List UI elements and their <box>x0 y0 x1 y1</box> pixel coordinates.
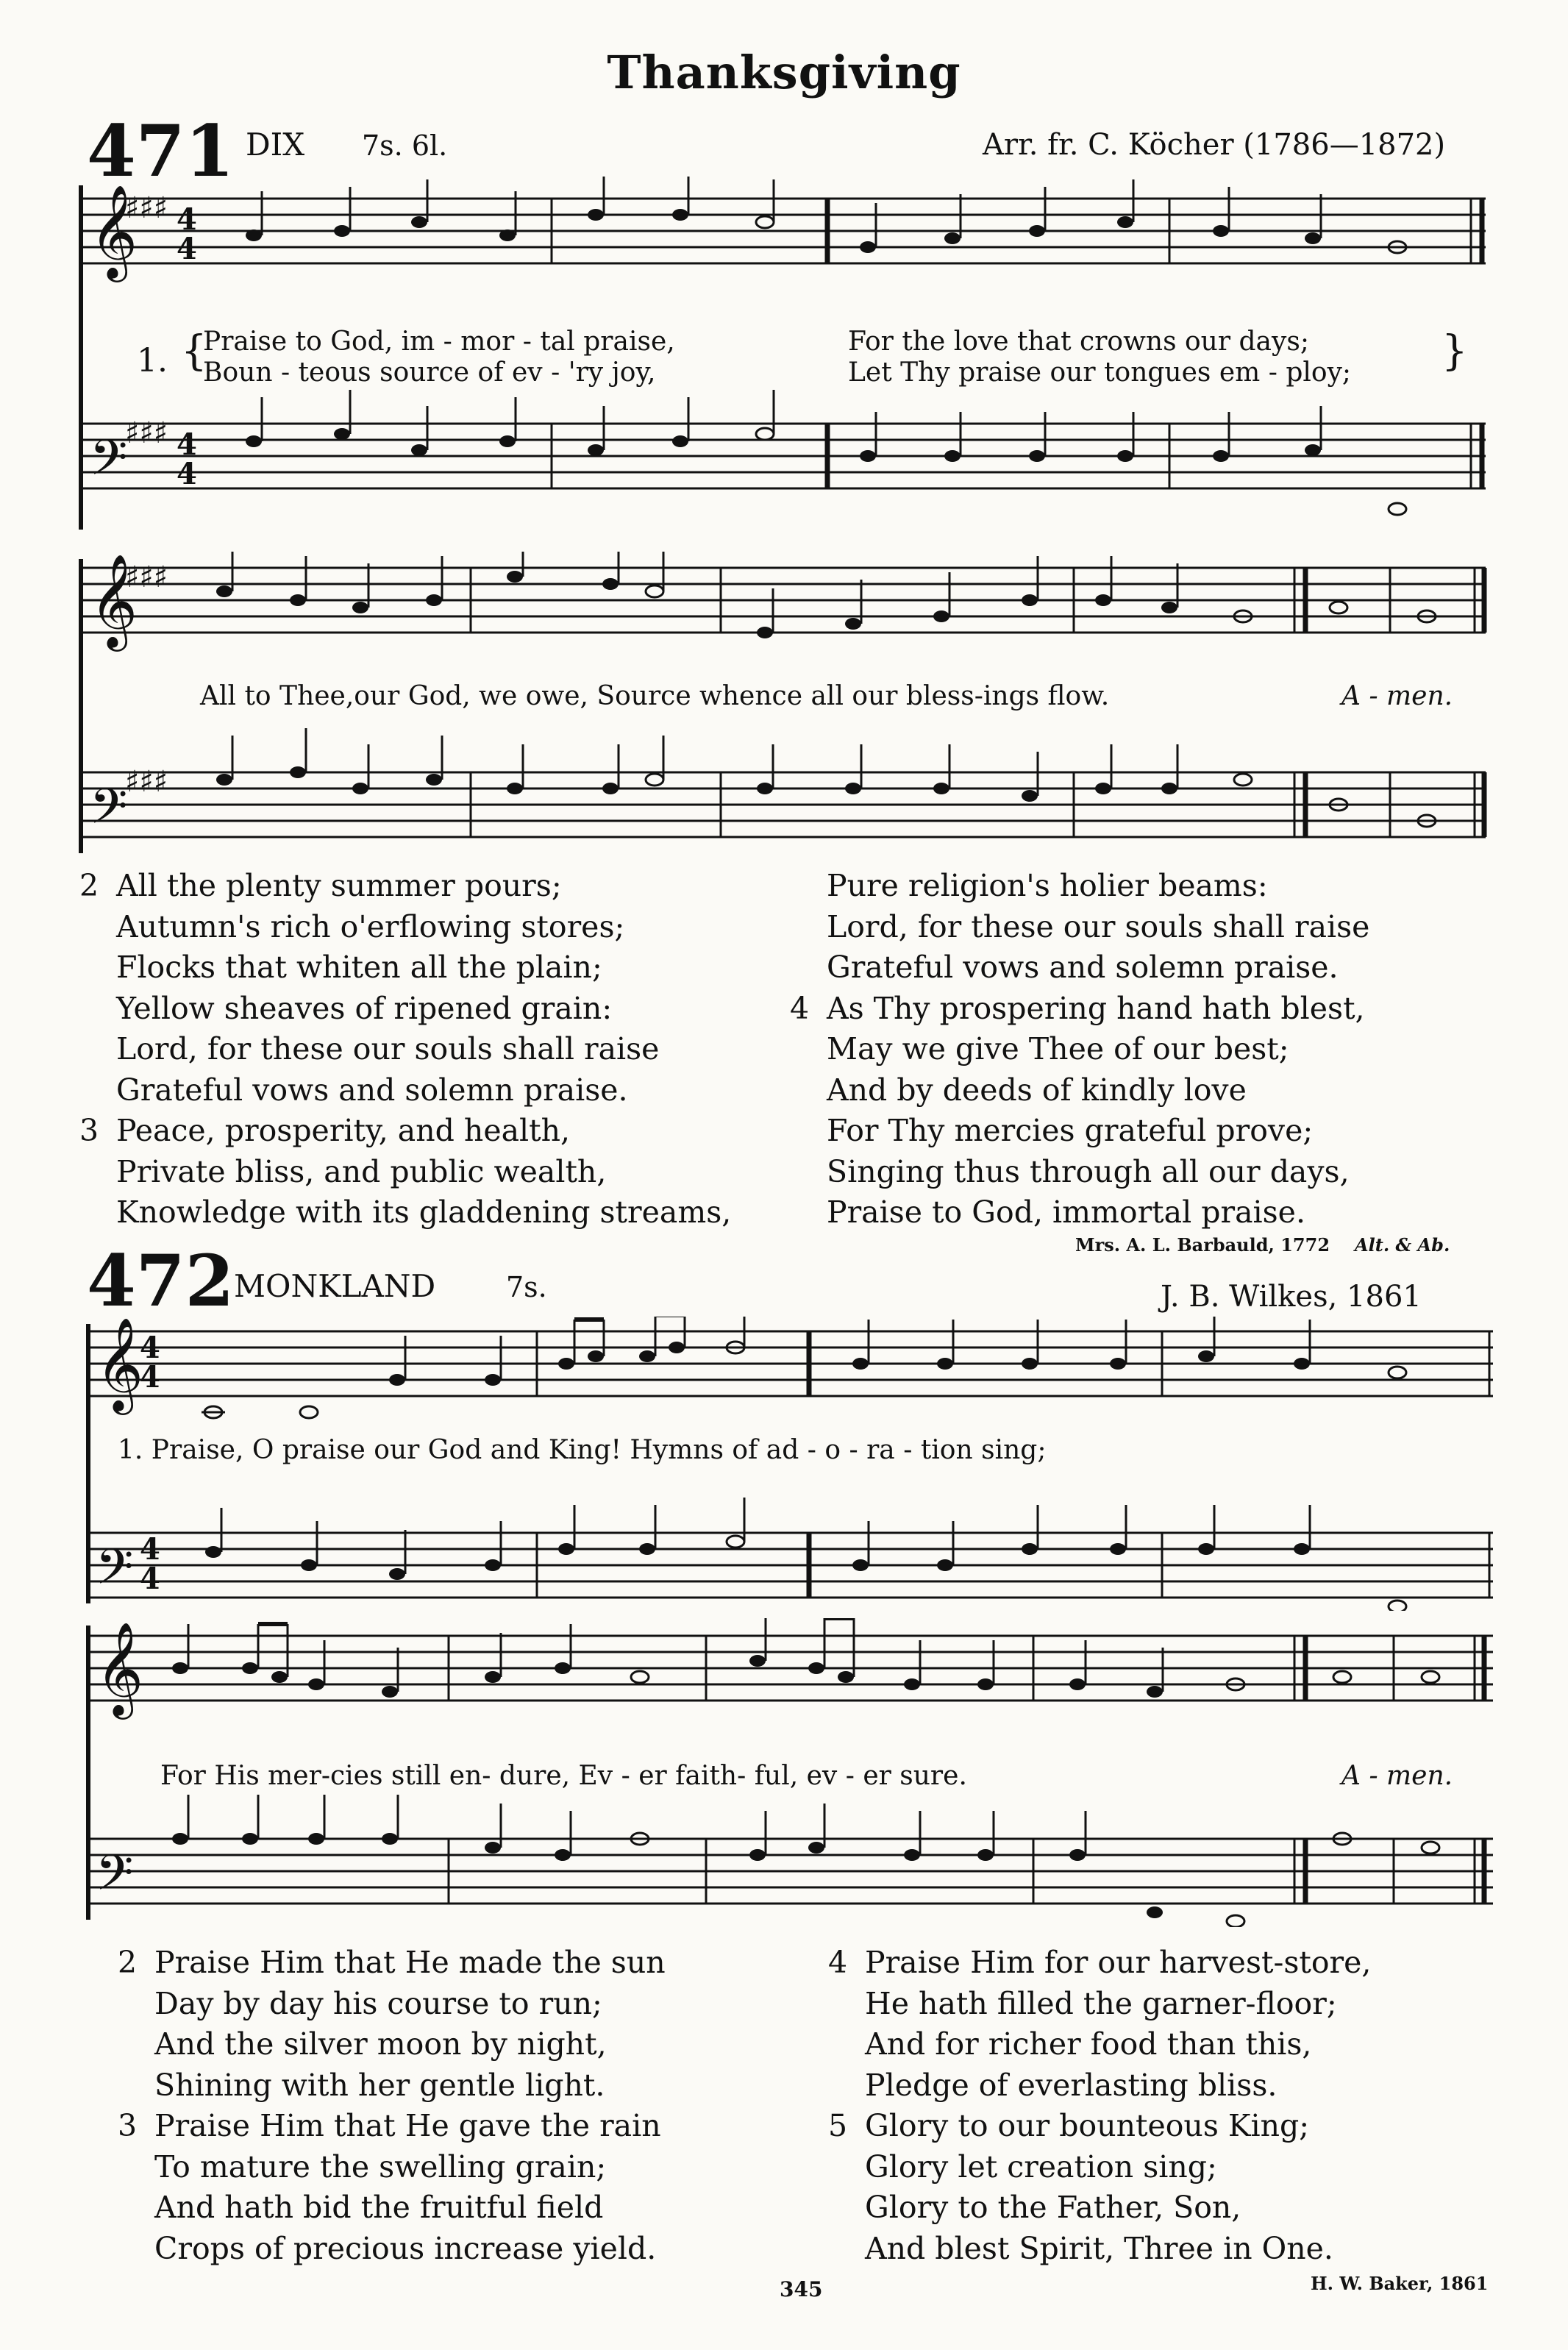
verse-line: Flocks that whiten all the plain; <box>116 950 602 985</box>
verse-line: Pledge of everlasting bliss. <box>865 2067 1277 2103</box>
meter: 7s. <box>506 1271 547 1303</box>
alteration-note: Alt. & Ab. <box>1355 1234 1450 1256</box>
svg-text:𝄞: 𝄞 <box>96 1317 144 1411</box>
svg-text:♯♯♯: ♯♯♯ <box>125 191 168 225</box>
tune-name: DIX <box>246 127 305 163</box>
tune-name: MONKLAND <box>234 1268 436 1304</box>
verse-line: Shining with her gentle light. <box>154 2067 605 2103</box>
lyric-line-1-right: For the love that crowns our days; <box>848 327 1309 357</box>
verse-number: 1. <box>137 342 168 380</box>
svg-text:𝄢: 𝄢 <box>96 1539 134 1607</box>
verse-line: To mature the swelling grain; <box>154 2148 607 2185</box>
verse-line: Yellow sheaves of ripened grain: <box>116 990 613 1026</box>
meter: 7s. 6l. <box>362 129 448 162</box>
svg-text:4: 4 <box>177 202 197 237</box>
hymn-number: 471 <box>87 110 235 193</box>
verses-472-left <box>118 1943 666 2269</box>
svg-text:4: 4 <box>177 457 197 491</box>
treble-staff <box>81 199 1486 263</box>
verse-line: Glory let creation sing; <box>865 2148 1217 2185</box>
verse-line: Glory to the Father, Son, <box>865 2190 1241 2225</box>
verse-line: Lord, for these our souls shall raise <box>116 1031 660 1067</box>
verse-line: Knowledge with its gladdening streams, <box>116 1194 732 1230</box>
verses-471-right <box>790 866 1369 1233</box>
verse-line: And by deeds of kindly love <box>827 1072 1247 1108</box>
brace-right: } <box>1442 327 1468 375</box>
svg-text:4: 4 <box>140 1331 160 1365</box>
svg-text:𝄞: 𝄞 <box>96 1621 144 1715</box>
svg-text:♯♯♯: ♯♯♯ <box>125 560 168 594</box>
verse-line: Autumn's rich o'erflowing stores; <box>116 908 625 944</box>
verse-line: Day by day his course to run; <box>154 1985 602 2021</box>
verse-line: 2 Praise Him that He made the sun <box>118 1945 666 1980</box>
verse-line: 4 Praise Him for our harvest-store, <box>828 1945 1372 1980</box>
verse-line: Private bliss, and public wealth, <box>116 1153 607 1189</box>
verse-line: Lord, for these our souls shall raise <box>827 908 1370 944</box>
verse-line: And the silver moon by night, <box>154 2026 607 2062</box>
lyric-line-2: For His mer-cies still en- dure, Ev - er faith- ful, ev - er sure. <box>160 1761 967 1791</box>
verse-line: 5 Glory to our bounteous King; <box>828 2108 1310 2143</box>
brace-left: { <box>181 327 207 375</box>
verse-line: May we give Thee of our best; <box>827 1031 1289 1067</box>
arranger-credit: Arr. fr. C. Köcher (1786—1872) <box>983 128 1446 162</box>
svg-text:♯♯♯: ♯♯♯ <box>125 416 168 450</box>
svg-text:4: 4 <box>140 1532 160 1567</box>
svg-text:𝄢: 𝄢 <box>90 778 128 847</box>
amen-label: A - men. <box>1341 1761 1453 1791</box>
verse-line: Crops of precious increase yield. <box>154 2230 657 2266</box>
verses-472-right <box>828 1943 1371 2269</box>
svg-text:♯♯♯: ♯♯♯ <box>125 765 168 799</box>
verse-line: 4 As Thy prospering hand hath blest, <box>790 990 1365 1026</box>
verse-line: 3 Peace, prosperity, and health, <box>79 1113 571 1148</box>
verse-line: And hath bid the fruitful field <box>154 2190 604 2225</box>
verse-line: He hath filled the garner-floor; <box>865 1985 1337 2021</box>
verse-line: Grateful vows and solemn praise. <box>827 950 1339 985</box>
bass-staff <box>81 424 1486 488</box>
svg-text:4: 4 <box>140 1562 160 1596</box>
hymn-number: 472 <box>87 1239 235 1322</box>
verse-line: Singing thus through all our days, <box>827 1153 1350 1189</box>
hymn-author: H. W. Baker, 1861 <box>1311 2273 1489 2294</box>
verse-line: 2 All the plenty summer pours; <box>79 868 562 903</box>
verses-471-left <box>79 866 731 1233</box>
verse-line: Praise to God, immortal praise. <box>827 1194 1305 1230</box>
verse-line: And blest Spirit, Three in One. <box>865 2230 1333 2266</box>
verse-line: For Thy mercies grateful prove; <box>827 1113 1314 1148</box>
verse-line: Pure religion's holier beams: <box>827 868 1268 903</box>
bass-clef-icon: 𝄢 <box>90 430 128 498</box>
svg-text:𝄢: 𝄢 <box>96 1845 134 1913</box>
section-title: Thanksgiving <box>607 46 961 99</box>
hymn-author: Mrs. A. L. Barbauld, 1772 <box>1075 1234 1330 1256</box>
svg-text:𝄞: 𝄞 <box>90 553 138 647</box>
verse-line: And for richer food than this, <box>865 2026 1312 2062</box>
lyric-line-3: All to Thee,our God, we owe, Source whence all our bless-ings flow. <box>200 681 1110 711</box>
svg-text:4: 4 <box>177 427 197 462</box>
amen-label: A - men. <box>1341 681 1453 711</box>
lyric-line-1-left: Praise to God, im - mor - tal praise, <box>203 327 675 357</box>
lyric-line-1: 1. Praise, O praise our God and King! Hymns of ad - o - ra - tion sing; <box>118 1435 1047 1465</box>
composer-credit: J. B. Wilkes, 1861 <box>1161 1280 1422 1314</box>
treble-clef-icon: 𝄞 <box>90 184 138 278</box>
verse-line: 3 Praise Him that He gave the rain <box>118 2108 661 2143</box>
svg-text:4: 4 <box>177 232 197 266</box>
lyric-line-2-left: Boun - teous source of ev - 'ry joy, <box>203 357 656 388</box>
svg-text:4: 4 <box>140 1360 160 1395</box>
verse-line: Grateful vows and solemn praise. <box>116 1072 628 1108</box>
page-number: 345 <box>780 2277 823 2301</box>
lyric-line-2-right: Let Thy praise our tongues em - ploy; <box>848 357 1352 388</box>
